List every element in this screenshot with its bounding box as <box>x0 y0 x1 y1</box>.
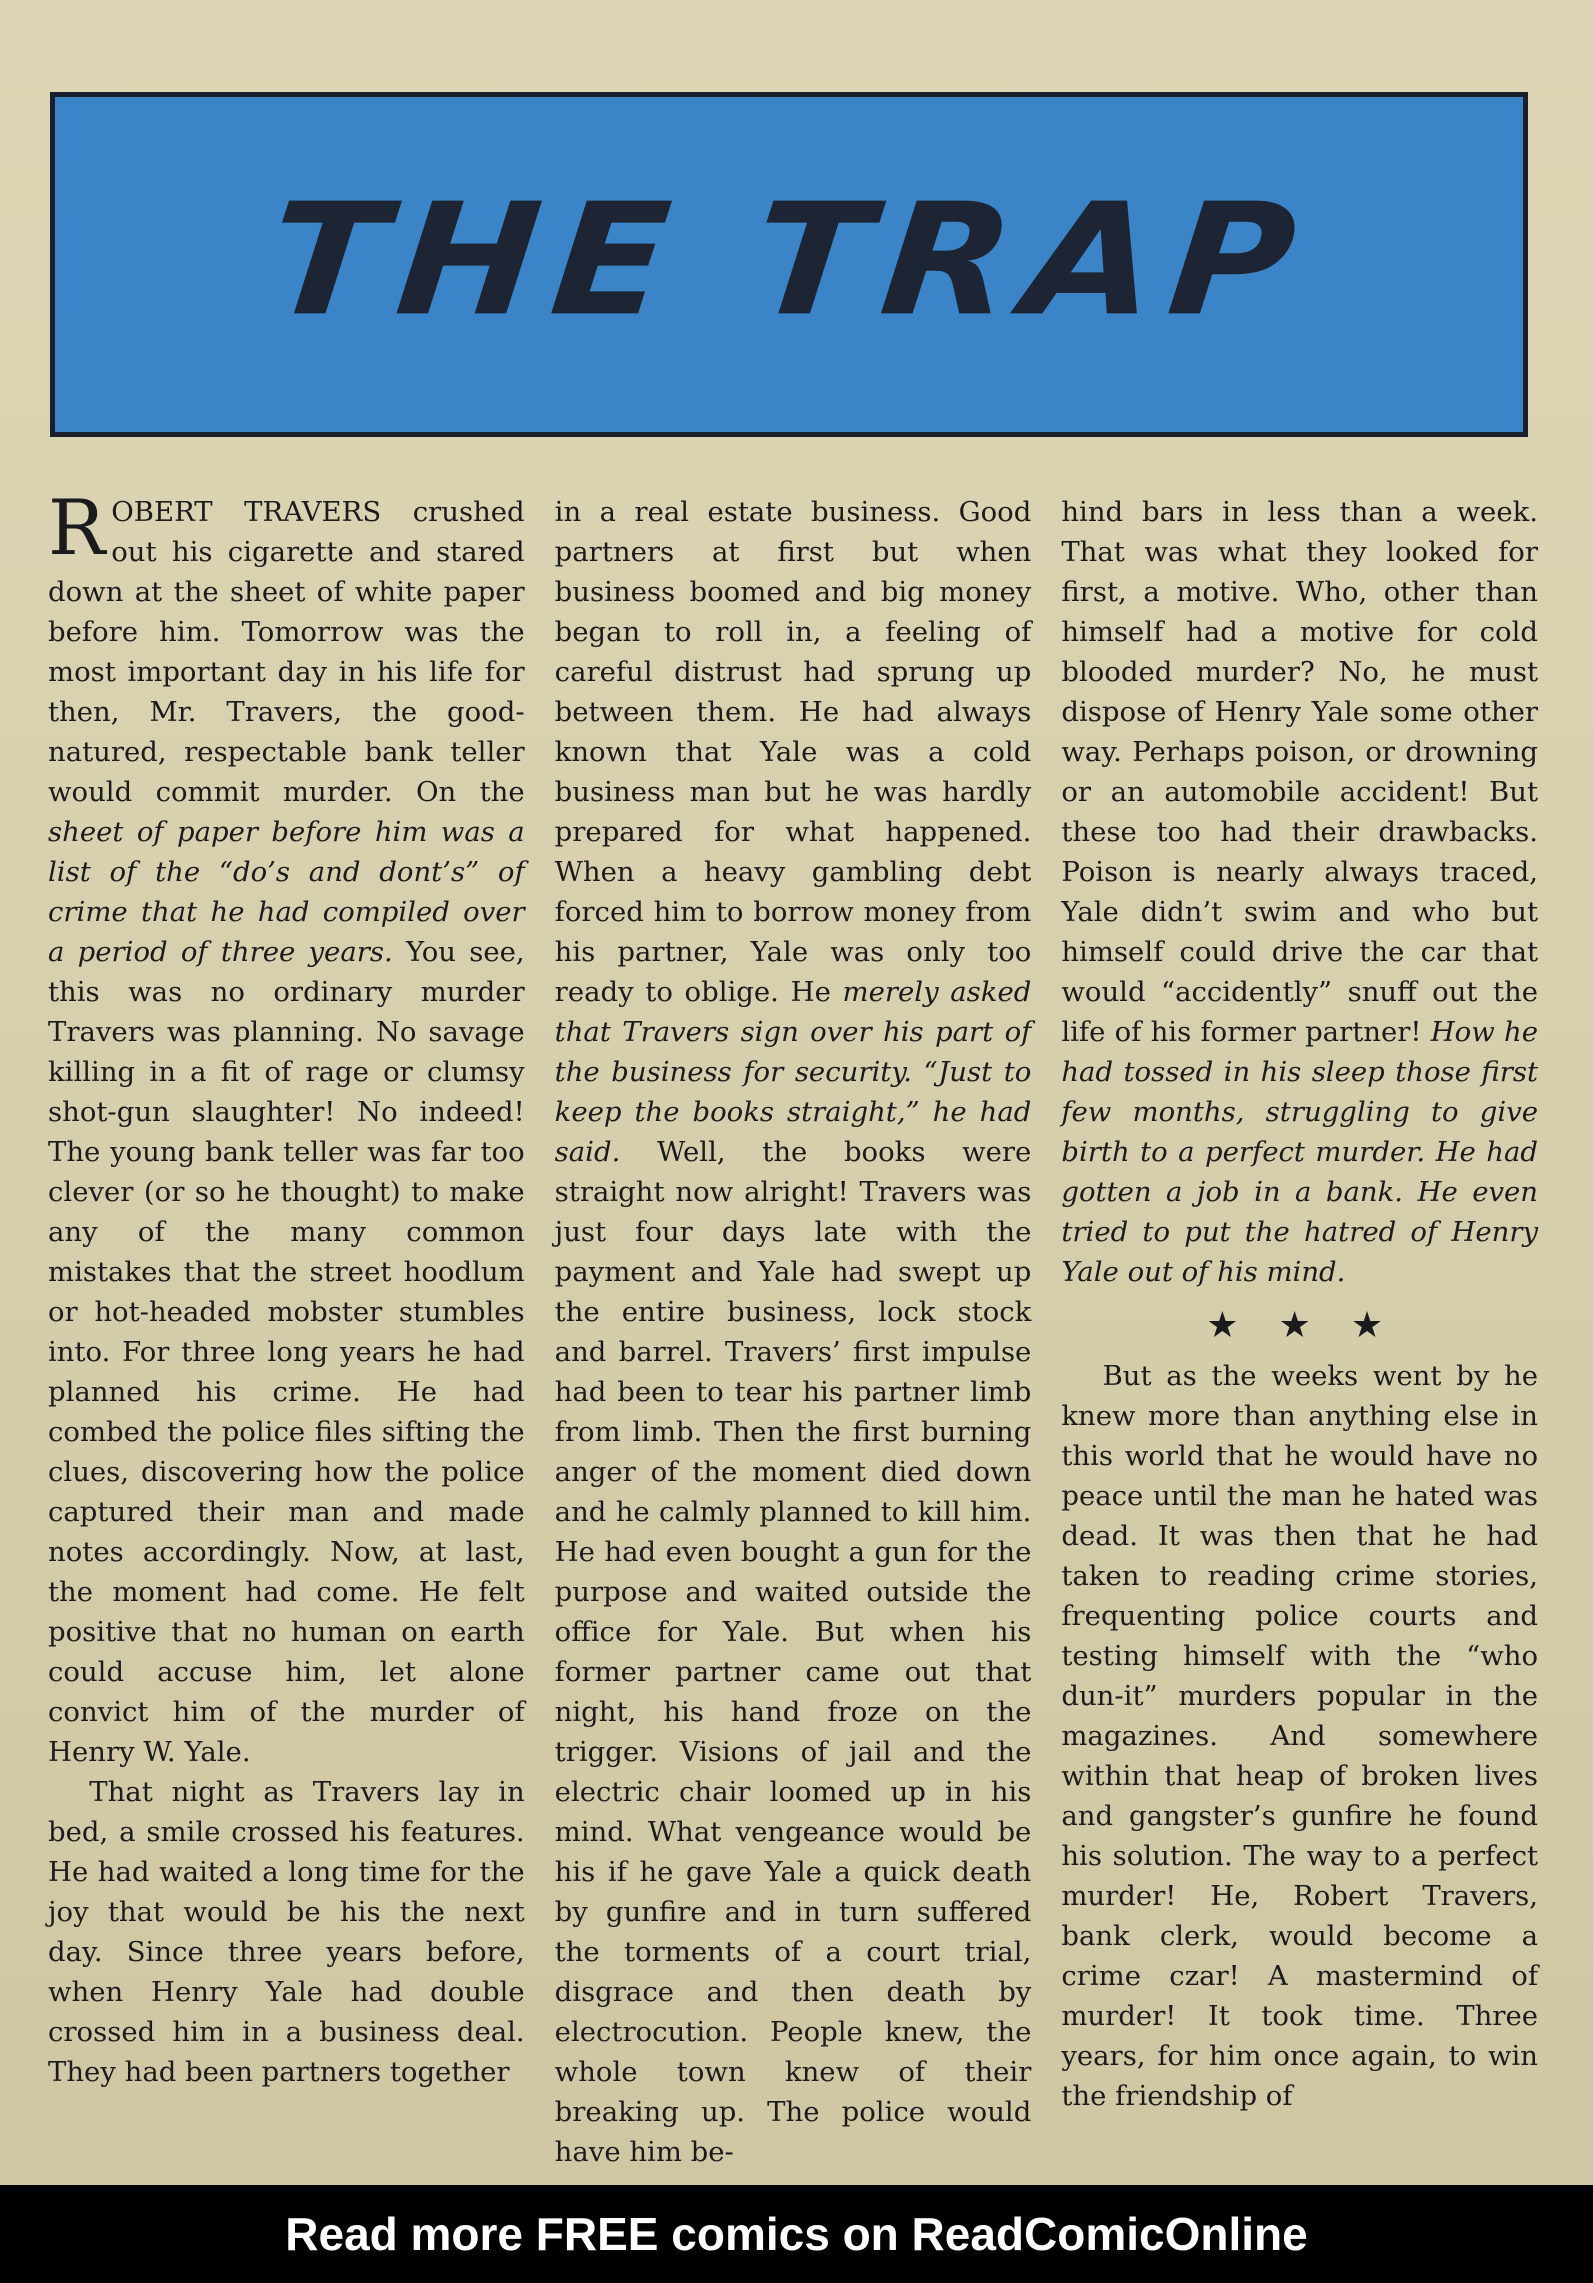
paragraph-text: You see, this was no ordinary murder Travers was planning. No savage killing in a fit of rage or clumsy shot-gun slaughter! No indeed! The young bank teller was far too clever (or so he thought) to make any of the many common mistakes that the street hoodlum or hot-headed mobster stumbles into. For three long years he had planned his crime. He had combed the police files sifting the clues, discovering how the police captured their man and made notes accordingly. Now, at last, the moment had come. He felt positive that no human on earth could accuse him, let alone convict him of the murder of Henry W. Yale. <box>48 936 525 1768</box>
column-2 <box>554 492 1032 2168</box>
story-columns <box>48 483 1539 2168</box>
paragraph: That night as Travers lay in bed, a smile crossed his features. He had waited a long time for the joy that would be his the next day. Since three years before, when Henry Yale had double crossed him in a business deal. They had been partners together <box>48 1776 525 2088</box>
paragraph-text-italic: How he had tossed in his sleep those first few months, struggling to give birth to a perfect murder. He had gotten a job in a bank. He even tried to put the hatred of Henry Yale out of his mind. <box>1061 1016 1539 1288</box>
column-3 <box>1061 492 1539 2112</box>
drop-cap: R <box>48 483 106 572</box>
paragraph <box>48 483 525 1772</box>
title-banner <box>50 92 1528 437</box>
story-title: THE TRAP <box>260 169 1318 350</box>
paragraph-text: Well, the books were straight now alright! Travers was just four days late with the payment and Yale had swept up the entire business, lock stock and barrel. Travers’ first impulse had been to tear his partner limb from limb. Then the first burning anger of the moment died down and he calmly planned to kill him. He had even bought a gun for the purpose and waited outside the office for Yale. But when his former partner came out that night, his hand froze on the trigger. Visions of jail and the electric chair loomed up in his mind. What vengeance would be his if he gave Yale a quick death by gunfire and in turn suffered the torments of a court trial, disgrace and then death by electrocution. People knew, the whole town knew of their breaking up. The police would have him be- <box>554 1136 1032 2168</box>
column-1 <box>48 483 525 2102</box>
paragraph: But as the weeks went by he knew more than anything else in this world that he would have no peace until the man he hated was dead. It was then that he had taken to reading crime stories, frequenting police courts and testing himself with the “who dun-it” murders popular in the magazines. And somewhere within that heap of broken lives and gangster’s gunfire he found his solution. The way to a perfect murder! He, Robert Travers, bank clerk, would become a crime czar! A mastermind of murder! It took time. Three years, for him once again, to win the friendship of <box>1061 1360 1539 2112</box>
promo-footer[interactable] <box>0 2185 1593 2283</box>
paragraph <box>1061 492 1538 1292</box>
promo-footer-text[interactable]: Read more FREE comics on ReadComicOnline <box>285 2208 1308 2260</box>
paragraph-text: hind bars in less than a week. That was what they looked for first, a motive. Who, other than himself had a motive for cold blooded murder? No, he must dispose of Henry Yale some other way. Perhaps poison, or drowning or an automobile accident! But these too had their drawbacks. Poison is nearly always traced, Yale didn’t swim and who but himself could drive the car that would “accidently” snuff out the life of his former partner! <box>1061 496 1539 1048</box>
paragraph <box>555 492 1032 2172</box>
paragraph-text-italic: sheet of paper before him was a list of the “do’s and dont’s” of crime that he had compiled over a period of three years. <box>48 816 525 968</box>
section-break-stars: ★★★ <box>1206 1305 1424 1346</box>
paragraph-text-italic: merely asked that Travers sign over his part of the business for security. “Just to keep the books straight,” he had said. <box>554 976 1032 1168</box>
paragraph-text: OBERT TRAVERS crushed out his cigarette and stared down at the sheet of white paper before him. Tomorrow was the most important day in his life for then, Mr. Travers, the good-natured, respectable bank teller would commit murder. On the <box>48 496 525 808</box>
paragraph-text: in a real estate business. Good partners at first but when business boomed and big money began to roll in, a feeling of careful distrust had sprung up between them. He had always known that Yale was a cold business man but he was hardly prepared for what happened. When a heavy gambling debt forced him to borrow money from his partner, Yale was only too ready to oblige. He <box>554 496 1032 1008</box>
